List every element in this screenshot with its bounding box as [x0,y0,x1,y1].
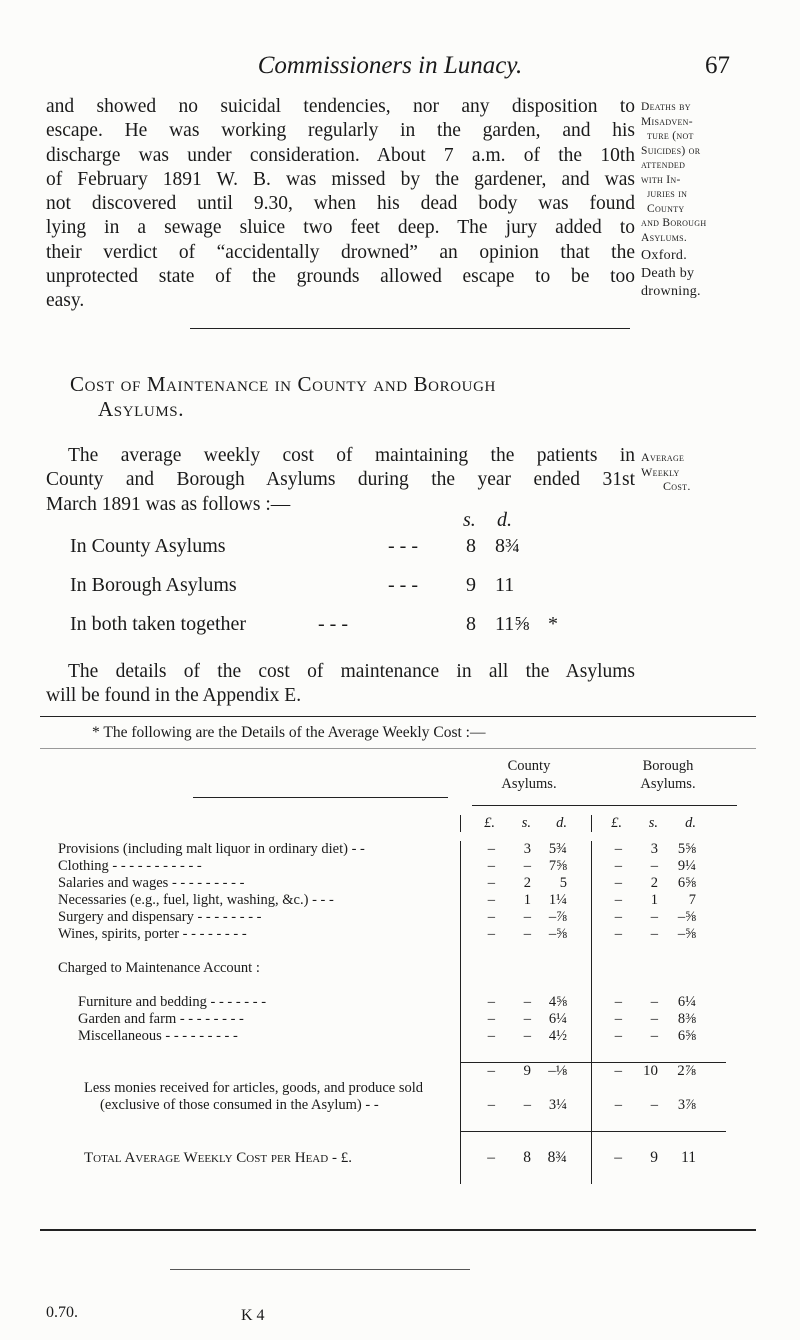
margin-note-line: with In- [641,173,681,186]
cell: 1 [523,892,531,908]
section-title-line: Cost of Maintenance in County and Borough [70,372,496,396]
paragraph-line: of February 1891 W. B. was missed by the gardener, and was [46,168,635,190]
table-bottom-rule [40,1229,756,1231]
cell: 10 [643,1063,658,1079]
cell: – [592,1149,623,1167]
cell: 6¼ [548,1011,567,1027]
paragraph-line: unprotected state of the grounds allowed escape to be too [46,266,635,288]
margin-note-line: and Borough [641,217,707,229]
paragraph-line: County and Borough Asylums during the year ended 31st [46,469,635,491]
unit-pence: d. [497,509,512,531]
row-label: Less monies received for articles, goods, and produce sold [84,1080,424,1096]
row-label: Garden and farm - - - - - - - - [78,1011,244,1027]
running-head-title: Commissioners in Lunacy. [257,52,523,79]
cell: 1¼ [548,892,567,908]
table-row [58,909,726,926]
unit-shillings: s. [463,509,476,531]
details-grid [58,815,726,1184]
cost-row-county [70,535,630,565]
cell: 6¼ [677,994,696,1010]
cell: 6⅝ [677,875,696,891]
row-label: Clothing - - - - - - - - - - - [58,858,202,874]
cell: – [592,994,623,1011]
cell: 8¾ [547,1149,567,1166]
table-row [58,994,726,1011]
unit-pence: d. [685,815,696,831]
paragraph-line: March 1891 was as follows :— [46,493,291,515]
table-row [58,926,726,943]
table-row [58,892,726,909]
cell: – [523,909,531,925]
margin-note-deaths [641,100,791,301]
cell: – [592,1063,623,1081]
row-label: Salaries and wages - - - - - - - - - [58,875,245,891]
cell: –⅝ [548,926,567,942]
cell: – [592,858,623,875]
paragraph-line: and showed no suicidal tendencies, nor any disposition to [46,96,635,117]
cell: –⅝ [677,926,696,942]
cell: – [592,1011,623,1028]
cell: 3¼ [548,1097,567,1113]
cell: 3⅞ [677,1097,696,1113]
cell: 9¼ [677,858,696,874]
footnote: * The following are the Details of the Average Weekly Cost :— [92,724,486,741]
cell: – [461,858,496,875]
row-label: Surgery and dispensary - - - - - - - - [58,909,262,925]
col-header-line: Asylums. [640,776,696,792]
cell: 7 [688,892,696,908]
cell: 2⅞ [677,1063,696,1079]
cell: – [461,1063,496,1081]
cost-pence: 11⅝ [495,613,530,635]
cost-label: In County Asylums [70,535,226,557]
cell: – [461,994,496,1011]
page-number: 67 [705,52,730,79]
cell: – [650,1028,658,1044]
paragraph-line: easy. [46,290,85,312]
cost-shillings: 9 [466,574,476,596]
unit-shillings: s. [521,815,531,831]
charged-heading: Charged to Maintenance Account : [58,960,260,976]
cell: – [592,892,623,909]
cost-shillings: 8 [466,535,476,557]
margin-note-line: juries in [647,188,688,200]
section-title [70,372,496,422]
cell: 3 [523,841,531,857]
cell: – [650,909,658,925]
col-header-line: Asylums. [501,776,557,792]
section-title-line: Asylums. [98,397,185,421]
margin-note-line: Asylums. [641,231,688,244]
total-label: Total Average Weekly Cost per Head - £. [84,1150,352,1166]
row-label: Wines, spirits, porter - - - - - - - - [58,926,247,942]
table-top-rule [40,748,756,749]
cell: – [523,926,531,942]
cell: – [650,994,658,1010]
cell: 11 [681,1149,696,1166]
table-row [58,841,726,858]
leader-dashes: - - - [318,613,348,635]
row-label: Provisions (including malt liquor in ordinary diet) - - [58,841,365,857]
cell: – [592,926,623,943]
header-rule [472,805,737,806]
margin-note-line: Suicides) or [641,144,701,157]
col-header-county [460,757,598,793]
paragraph-line: escape. He was working regularly in the garden, and his [46,120,635,142]
body-paragraph-2 [46,444,635,517]
table-row-less-label [58,1080,726,1097]
cell: –⅝ [677,909,696,925]
signature-mark: K 4 [241,1307,265,1324]
cell: 9 [650,1149,658,1166]
margin-note-line: attended [641,159,686,171]
cell: 3 [650,841,658,857]
print-code: 0.70. [46,1304,78,1321]
cell: –⅛ [548,1063,567,1079]
row-label: Furniture and bedding - - - - - - - [78,994,267,1010]
cost-label: In both taken together [70,613,247,635]
cell: – [592,1097,623,1114]
unit-pounds: £. [592,815,623,832]
cell: – [461,841,496,858]
cost-pence: 8¾ [495,535,520,557]
body-paragraph-3 [46,660,635,709]
cell: – [523,1097,531,1113]
cell: 1 [650,892,658,908]
cell: – [650,1011,658,1027]
table-row-subtotal [58,1063,726,1081]
cell: 2 [650,875,658,891]
cell: – [592,1028,623,1045]
leader-dashes: - - - [388,535,418,557]
paragraph-line: The average weekly cost of maintaining the patients in [68,445,635,466]
table-row [58,875,726,892]
cost-label: In Borough Asylums [70,574,237,596]
cell: 2 [523,875,531,891]
table-row-less [58,1097,726,1114]
cost-row-both [70,613,630,643]
cell: – [650,1097,658,1113]
cost-shillings: 8 [466,613,476,635]
margin-note-line: Weekly [641,464,680,479]
cell: – [461,875,496,892]
cell: – [592,875,623,892]
footnote-marker: * [548,613,558,635]
body-paragraph-1 [46,95,635,314]
leader-dashes: - - - [388,574,418,596]
cell: 7⅝ [548,858,567,874]
margin-note-line: Death by [641,266,695,281]
margin-note-line: ture (not [647,130,694,142]
cell: 4⅝ [548,994,567,1010]
running-head [0,52,800,92]
cell: – [523,858,531,874]
cost-pence: 11 [495,574,515,596]
cell: – [523,1011,531,1027]
cell: – [461,1011,496,1028]
cell: 4½ [548,1028,567,1044]
cell: 5 [559,875,567,891]
col-header-line: County [507,758,551,774]
unit-pounds: £. [461,815,496,832]
cell: – [461,1028,496,1045]
margin-note-cost [641,450,781,494]
table-row [58,858,726,875]
cell: 8⅜ [677,1011,696,1027]
cell: 6⅝ [677,1028,696,1044]
margin-note-line: Average [641,450,685,464]
paragraph-line: their verdict of “accidentally drowned” an opinion that the [46,241,635,263]
margin-note-line: drowning. [641,284,701,299]
cell: – [650,926,658,942]
row-label: Miscellaneous - - - - - - - - - [78,1028,238,1044]
paragraph-line: not discovered until 9.30, when his dead body was found [46,193,635,215]
cell: – [523,1028,531,1044]
header-rule [193,797,448,798]
unit-pence: d. [556,815,567,831]
footnote-rule [40,716,756,717]
paragraph-line: The details of the cost of maintenance in all the Asylums [68,661,635,682]
table-row [58,1011,726,1028]
margin-note-line: Misadven- [641,115,693,128]
cell: 5⅝ [677,841,696,857]
margin-note-place: Oxford. [641,248,688,263]
cell: – [461,909,496,926]
section-divider [190,328,630,329]
cell: 5¾ [548,841,567,857]
page-end-rule [170,1269,470,1270]
cell: – [461,1097,496,1114]
col-header-line: Borough [642,758,694,774]
paragraph-line: lying in a sewage sluice two feet deep. The jury added to [46,217,635,239]
table-row-total [58,1149,726,1167]
row-label: Necessaries (e.g., fuel, light, washing, &c.) - - - [58,892,334,908]
table-subheading-row [58,960,726,977]
row-label: (exclusive of those consumed in the Asylum) - - [100,1097,379,1113]
cell: – [461,1149,496,1167]
cell: – [523,994,531,1010]
cell: –⅞ [548,909,567,925]
margin-note-line: County [647,202,685,215]
cell: 8 [523,1149,531,1166]
margin-note-line: Deaths by [641,101,691,113]
table-row [58,1028,726,1045]
unit-shillings: s. [648,815,658,831]
cost-row-borough [70,574,630,604]
cell: – [461,892,496,909]
margin-note-line: Cost. [663,479,691,493]
cell: – [461,926,496,943]
cell: 9 [523,1063,531,1079]
paragraph-line: discharge was under consideration. About 7 a.m. of the 10th [46,144,635,166]
col-header-borough [598,757,738,793]
paragraph-line: will be found in the Appendix E. [46,685,302,707]
cell: – [592,841,623,858]
cell: – [592,909,623,926]
cell: – [650,858,658,874]
